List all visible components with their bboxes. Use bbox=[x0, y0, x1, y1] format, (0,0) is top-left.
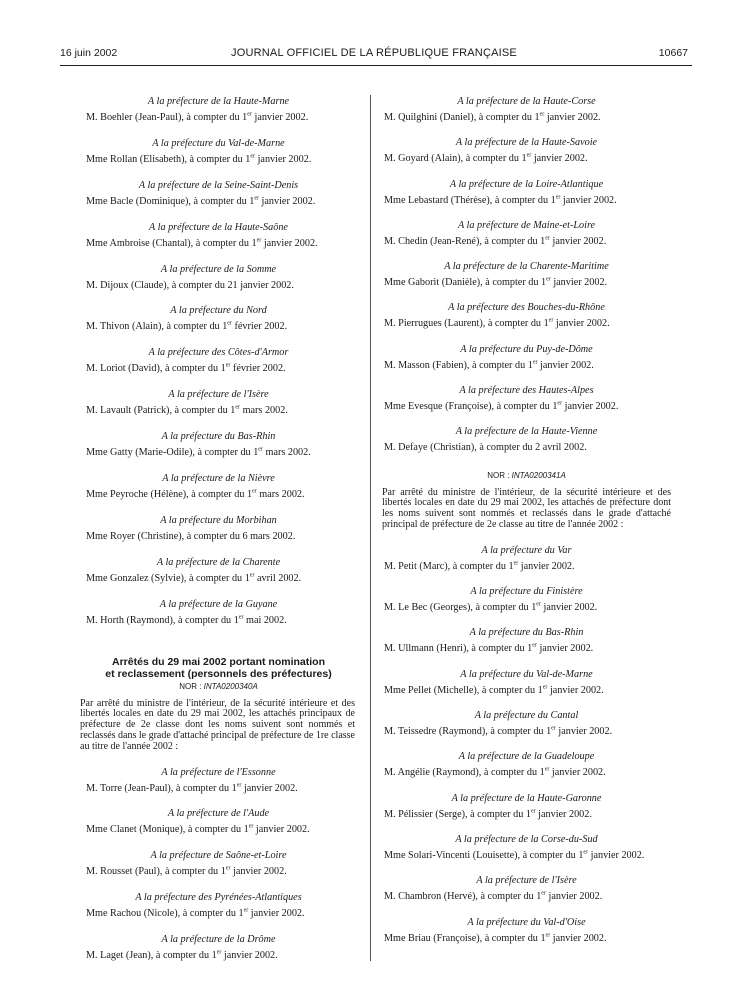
effective-date: janvier 2002. bbox=[251, 112, 309, 123]
appointment-entry bbox=[384, 136, 669, 177]
prefecture-heading: A la préfecture de Maine-et-Loire bbox=[457, 219, 596, 231]
decree-paragraph-2: Par arrêté du ministre de l'intérieur, de la sécurité intérieure et des libertés locales en date du 29 mai 2002, les attachés de préfecture dont les noms suivent sont nommés et reclassés dans le grade d'attaché principal de préfecture de 2e classe au titre de l'année 2002 : bbox=[382, 486, 671, 531]
ordinal-suffix: er bbox=[532, 359, 538, 366]
appointment-entry bbox=[86, 263, 351, 305]
day-number: 1 bbox=[251, 237, 257, 249]
day-number: 1 bbox=[537, 684, 543, 696]
left-entries-2 bbox=[86, 766, 351, 975]
appointee-line bbox=[86, 614, 351, 627]
appointee-name: Mme Ambroise (Chantal), à compter du bbox=[86, 237, 249, 249]
prefecture-heading: A la préfecture de la Charente-Maritime bbox=[444, 261, 609, 273]
appointment-entry bbox=[384, 260, 669, 301]
effective-date: mars 2002. bbox=[256, 489, 305, 501]
appointee-line bbox=[384, 400, 669, 413]
day-number: 1 bbox=[220, 866, 226, 878]
ordinal-suffix: er bbox=[247, 111, 252, 118]
effective-date: janvier 2002. bbox=[549, 767, 606, 779]
appointment-entry bbox=[384, 626, 669, 667]
appointee-line bbox=[384, 359, 669, 372]
appointee-name: M. Defaye (Christian), à compter du 2 avril 2002. bbox=[384, 442, 587, 454]
day-number: 1 bbox=[552, 401, 558, 413]
effective-date: janvier 2002. bbox=[545, 891, 603, 903]
appointee-name: M. Loriot (David), à compter du bbox=[86, 363, 219, 375]
appointment-entry bbox=[86, 933, 351, 975]
appointee-line bbox=[86, 949, 351, 962]
day-number: 1 bbox=[546, 726, 552, 738]
appointment-entry bbox=[86, 304, 351, 346]
ordinal-suffix: er bbox=[545, 932, 551, 939]
prefecture-heading: A la préfecture de l'Isère bbox=[476, 875, 577, 887]
appointee-name: M. Teissedre (Raymond), à compter du bbox=[384, 726, 544, 738]
appointee-line bbox=[86, 153, 351, 166]
section-heading-line-1: Arrêtés du 29 mai 2002 portant nomination bbox=[112, 655, 325, 668]
appointee-name: Mme Clanet (Monique), à compter du bbox=[86, 824, 242, 836]
page-header bbox=[60, 47, 688, 63]
ordinal-suffix: er bbox=[536, 601, 541, 608]
appointment-entry bbox=[384, 384, 669, 425]
appointee-name: M. Chambron (Hervé), à compter du bbox=[384, 891, 534, 903]
prefecture-heading: A la préfecture de la Guadeloupe bbox=[458, 751, 595, 763]
appointee-name: M. Le Bec (Georges), à compter du bbox=[384, 602, 529, 614]
day-number: 1 bbox=[243, 824, 249, 836]
ordinal-suffix: er bbox=[250, 153, 256, 160]
nor-reference-1 bbox=[86, 682, 351, 691]
appointee-name: M. Petit (Marc), à compter du bbox=[384, 560, 506, 572]
appointee-line bbox=[86, 907, 351, 920]
ordinal-suffix: er bbox=[252, 488, 257, 495]
appointment-entry bbox=[86, 95, 351, 137]
prefecture-heading: A la préfecture des Côtes-d'Armor bbox=[148, 347, 289, 359]
appointee-line bbox=[384, 684, 669, 697]
prefecture-heading: A la préfecture de la Haute-Saône bbox=[149, 221, 288, 233]
right-entries-2 bbox=[384, 544, 669, 957]
day-number: 1 bbox=[238, 908, 244, 920]
appointee-name: Mme Rollan (Elisabeth), à compter du bbox=[86, 153, 243, 165]
day-number: 1 bbox=[233, 614, 239, 626]
appointee-line bbox=[384, 766, 669, 779]
prefecture-heading: A la préfecture de la Haute-Corse bbox=[457, 96, 596, 107]
effective-date: janvier 2002. bbox=[253, 824, 310, 836]
effective-date: janvier 2002. bbox=[535, 808, 592, 820]
appointee-name: M. Dijoux (Claude), à compter du 21 janvier 2002. bbox=[86, 279, 294, 291]
day-number: 1 bbox=[245, 153, 251, 165]
prefecture-heading: A la préfecture de la Haute-Garonne bbox=[451, 792, 602, 804]
appointment-entry bbox=[384, 709, 669, 750]
day-number: 1 bbox=[521, 153, 527, 165]
appointee-line bbox=[384, 441, 669, 454]
ordinal-suffix: er bbox=[256, 237, 262, 244]
appointment-entry bbox=[384, 219, 669, 260]
ordinal-suffix: er bbox=[225, 362, 231, 369]
prefecture-heading: A la préfecture de la Haute-Vienne bbox=[455, 426, 598, 438]
effective-date: janvier 2002. bbox=[560, 194, 617, 206]
appointment-entry bbox=[86, 598, 351, 640]
appointment-entry bbox=[86, 388, 351, 430]
appointee-name: M. Ullmann (Henri), à compter du bbox=[384, 643, 525, 655]
ordinal-suffix: er bbox=[526, 152, 532, 159]
ordinal-suffix: er bbox=[542, 684, 548, 691]
day-number: 1 bbox=[540, 235, 546, 247]
effective-date: mars 2002. bbox=[262, 447, 311, 459]
appointee-line bbox=[384, 560, 669, 573]
appointee-name: M. Angélie (Raymond), à compter du bbox=[384, 767, 538, 779]
right-entries-1 bbox=[384, 95, 669, 467]
effective-date: janvier 2002. bbox=[540, 602, 598, 614]
day-number: 1 bbox=[541, 277, 547, 289]
prefecture-heading: A la préfecture du Puy-de-Dôme bbox=[460, 343, 593, 355]
effective-date: janvier 2002. bbox=[248, 908, 305, 920]
appointment-entry bbox=[384, 544, 669, 585]
appointee-line bbox=[86, 279, 351, 292]
appointee-line bbox=[384, 111, 669, 124]
appointee-name: M. Boehler (Jean-Paul), à compter du bbox=[86, 112, 240, 123]
appointment-entry bbox=[384, 425, 669, 466]
prefecture-heading: A la préfecture du Val-de-Marne bbox=[152, 137, 285, 149]
effective-date: avril 2002. bbox=[254, 572, 302, 584]
appointee-line bbox=[86, 237, 351, 250]
appointee-line bbox=[384, 932, 669, 945]
day-number: 1 bbox=[508, 560, 514, 572]
appointee-name: Mme Gatty (Marie-Odile), à compter du bbox=[86, 447, 251, 459]
effective-date: janvier 2002. bbox=[241, 782, 298, 794]
ordinal-suffix: er bbox=[235, 404, 241, 411]
ordinal-suffix: er bbox=[539, 111, 545, 118]
section-heading-line-2: et reclassement (personnels des préfectures) bbox=[105, 667, 332, 680]
appointment-entry bbox=[384, 833, 669, 874]
ordinal-suffix: er bbox=[541, 890, 546, 897]
effective-date: mai 2002. bbox=[243, 614, 287, 626]
appointee-line bbox=[86, 530, 351, 543]
appointment-entry bbox=[86, 472, 351, 514]
effective-date: mars 2002. bbox=[240, 405, 288, 417]
header-date: 16 juin 2002 bbox=[60, 47, 118, 59]
day-number: 1 bbox=[531, 602, 537, 614]
effective-date: janvier 2002. bbox=[555, 726, 613, 738]
appointment-entry bbox=[384, 792, 669, 833]
effective-date: janvier 2002. bbox=[230, 866, 287, 878]
ordinal-suffix: er bbox=[249, 572, 255, 579]
ordinal-suffix: er bbox=[248, 824, 254, 831]
day-number: 1 bbox=[246, 489, 253, 501]
prefecture-heading: A la préfecture du Val-d'Oise bbox=[467, 916, 586, 928]
ordinal-suffix: er bbox=[548, 318, 554, 325]
day-number: 1 bbox=[244, 572, 250, 584]
appointee-line bbox=[384, 849, 669, 862]
prefecture-heading: A la préfecture des Bouches-du-Rhône bbox=[448, 302, 605, 314]
appointment-entry bbox=[384, 750, 669, 791]
prefecture-heading: A la préfecture du Finistère bbox=[470, 586, 583, 598]
ordinal-suffix: er bbox=[236, 782, 242, 789]
appointee-name: Mme Briau (Françoise), à compter du bbox=[384, 932, 538, 944]
appointee-line bbox=[86, 362, 351, 375]
day-number: 1 bbox=[527, 359, 533, 371]
day-number: 1 bbox=[527, 643, 533, 655]
ordinal-suffix: er bbox=[243, 907, 249, 914]
appointment-entry bbox=[86, 221, 351, 263]
effective-date: janvier 2002. bbox=[550, 277, 608, 289]
prefecture-heading: A la préfecture du Bas-Rhin bbox=[161, 431, 276, 443]
appointee-line bbox=[86, 195, 351, 208]
appointee-name: Mme Royer (Christine), à compter du 6 mars 2002. bbox=[86, 530, 296, 542]
appointee-name: M. Pierrugues (Laurent), à compter du bbox=[384, 318, 542, 330]
appointee-line bbox=[384, 194, 669, 207]
journal-title: JOURNAL OFFICIEL DE LA RÉPUBLIQUE FRANÇAISE bbox=[231, 47, 517, 59]
appointment-entry bbox=[384, 343, 669, 384]
prefecture-heading: A la préfecture de la Charente bbox=[156, 556, 281, 568]
appointee-name: M. Thivon (Alain), à compter du bbox=[86, 321, 220, 333]
day-number: 1 bbox=[220, 363, 226, 375]
appointee-name: M. Horth (Raymond), à compter du bbox=[86, 614, 232, 626]
effective-date: janvier 2002. bbox=[562, 401, 619, 413]
appointee-line bbox=[86, 823, 351, 836]
appointee-name: Mme Rachou (Nicole), à compter du bbox=[86, 908, 236, 920]
appointee-name: Mme Pellet (Michelle), à compter du bbox=[384, 684, 536, 696]
day-number: 1 bbox=[534, 112, 540, 123]
prefecture-heading: A la préfecture de la Haute-Marne bbox=[147, 96, 290, 107]
ordinal-suffix: er bbox=[227, 321, 232, 328]
appointee-line bbox=[86, 111, 351, 124]
effective-date: février 2002. bbox=[230, 363, 286, 375]
prefecture-heading: A la préfecture de la Drôme bbox=[161, 934, 276, 946]
day-number: 1 bbox=[536, 891, 542, 903]
appointment-entry bbox=[384, 178, 669, 219]
prefecture-heading: A la préfecture de la Seine-Saint-Denis bbox=[138, 179, 299, 191]
effective-date: janvier 2002. bbox=[588, 849, 645, 861]
appointee-line bbox=[86, 404, 351, 417]
appointee-name: Mme Gonzalez (Sylvie), à compter du bbox=[86, 572, 243, 584]
day-number: 1 bbox=[231, 782, 237, 794]
ordinal-suffix: er bbox=[532, 643, 537, 650]
appointee-name: Mme Bacle (Dominique), à compter du bbox=[86, 195, 247, 207]
effective-date: janvier 2002. bbox=[550, 932, 607, 944]
appointee-name: Mme Lebastard (Thérèse), à compter du bbox=[384, 194, 549, 206]
effective-date: janvier 2002. bbox=[518, 560, 575, 572]
appointee-name: Mme Gaborit (Danièle), à compter du bbox=[384, 277, 539, 289]
appointee-line bbox=[86, 572, 351, 585]
appointment-entry bbox=[384, 301, 669, 342]
prefecture-heading: A la préfecture des Hautes-Alpes bbox=[459, 385, 594, 397]
effective-date: janvier 2002. bbox=[544, 112, 601, 123]
day-number: 1 bbox=[253, 447, 259, 459]
effective-date: janvier 2002. bbox=[549, 235, 607, 247]
ordinal-suffix: er bbox=[555, 194, 561, 201]
ordinal-suffix: er bbox=[545, 235, 550, 242]
day-number: 1 bbox=[543, 318, 549, 330]
appointee-line bbox=[384, 642, 669, 655]
appointee-line bbox=[86, 865, 351, 878]
nor-code: INTA0200341A bbox=[511, 470, 566, 480]
prefecture-heading: A la préfecture de la Corse-du-Sud bbox=[455, 833, 598, 845]
prefecture-heading: A la préfecture de la Haute-Savoie bbox=[455, 137, 598, 149]
left-entries-1 bbox=[86, 95, 351, 640]
ordinal-suffix: er bbox=[258, 446, 263, 453]
day-number: 1 bbox=[550, 194, 556, 206]
day-number: 1 bbox=[540, 932, 546, 944]
appointment-entry bbox=[384, 916, 669, 957]
decree-paragraph-1: Par arrêté du ministre de l'intérieur, de la sécurité intérieure et des libertés locales en date du 29 mai 2002, les attachés principaux de préfecture de 2e classe dont les noms suivent sont nommés et reclassés dans le grade d'attaché principal de préfecture de 1re classe au titre de l'année 2002 : bbox=[80, 697, 355, 752]
appointee-line bbox=[384, 601, 669, 614]
ordinal-suffix: er bbox=[583, 849, 589, 856]
prefecture-heading: A la préfecture du Cantal bbox=[474, 710, 579, 722]
effective-date: janvier 2002. bbox=[261, 237, 318, 249]
appointment-entry bbox=[86, 807, 351, 849]
day-number: 1 bbox=[211, 950, 217, 962]
appointment-entry bbox=[86, 766, 351, 808]
prefecture-heading: A la préfecture du Morbihan bbox=[160, 514, 277, 526]
appointee-name: M. Masson (Fabien), à compter du bbox=[384, 359, 526, 371]
ordinal-suffix: er bbox=[238, 614, 244, 621]
appointee-name: M. Lavault (Patrick), à compter du bbox=[86, 405, 228, 417]
effective-date: février 2002. bbox=[231, 321, 288, 333]
day-number: 1 bbox=[578, 849, 584, 861]
nor-label: NOR : bbox=[487, 470, 512, 480]
appointment-entry bbox=[384, 874, 669, 915]
appointment-entry bbox=[86, 430, 351, 472]
effective-date: janvier 2002. bbox=[536, 643, 594, 655]
appointee-line bbox=[384, 235, 669, 248]
day-number: 1 bbox=[230, 405, 236, 417]
effective-date: janvier 2002. bbox=[537, 359, 594, 371]
appointment-entry bbox=[86, 891, 351, 933]
appointee-name: M. Goyard (Alain), à compter du bbox=[384, 153, 519, 165]
appointee-name: M. Quilghini (Daniel), à compter du bbox=[384, 112, 532, 123]
appointment-entry bbox=[86, 556, 351, 598]
ordinal-suffix: er bbox=[544, 766, 550, 773]
section-heading bbox=[86, 656, 351, 680]
appointee-line bbox=[86, 320, 351, 333]
appointee-name: M. Pélissier (Serge), à compter du bbox=[384, 808, 524, 820]
appointment-entry bbox=[86, 346, 351, 388]
appointment-entry bbox=[384, 95, 669, 136]
prefecture-heading: A la préfecture de la Nièvre bbox=[162, 473, 275, 485]
appointment-entry bbox=[86, 849, 351, 891]
appointee-name: Mme Solari-Vincenti (Louisette), à compter du bbox=[384, 849, 576, 861]
ordinal-suffix: er bbox=[225, 865, 231, 872]
appointee-name: M. Chedin (Jean-René), à compter du bbox=[384, 235, 538, 247]
appointment-entry bbox=[384, 585, 669, 626]
day-number: 1 bbox=[539, 767, 545, 779]
page-number: 10667 bbox=[658, 47, 688, 59]
ordinal-suffix: er bbox=[557, 400, 563, 407]
effective-date: janvier 2002. bbox=[259, 195, 316, 207]
appointee-line bbox=[384, 725, 669, 738]
prefecture-heading: A la préfecture de la Somme bbox=[160, 263, 277, 275]
appointee-name: Mme Evesque (Françoise), à compter du bbox=[384, 401, 550, 413]
appointee-name: Mme Peyroche (Hélène), à compter du bbox=[86, 489, 245, 501]
prefecture-heading: A la préfecture de Saône-et-Loire bbox=[150, 850, 287, 862]
appointee-line bbox=[384, 890, 669, 903]
prefecture-heading: A la préfecture de l'Essonne bbox=[161, 766, 276, 778]
appointee-line bbox=[384, 808, 669, 821]
appointment-entry bbox=[86, 137, 351, 179]
appointee-line bbox=[384, 317, 669, 330]
header-rule bbox=[60, 65, 692, 66]
ordinal-suffix: er bbox=[551, 725, 556, 732]
prefecture-heading: A la préfecture du Val-de-Marne bbox=[460, 668, 593, 680]
nor-code: INTA0200340A bbox=[203, 681, 258, 691]
nor-label: NOR : bbox=[179, 681, 204, 691]
appointee-name: M. Torre (Jean-Paul), à compter du bbox=[86, 782, 230, 794]
effective-date: janvier 2002. bbox=[221, 950, 278, 962]
ordinal-suffix: er bbox=[216, 949, 222, 956]
appointee-name: M. Laget (Jean), à compter du bbox=[86, 950, 210, 962]
ordinal-suffix: er bbox=[546, 276, 551, 283]
prefecture-heading: A la préfecture du Var bbox=[481, 544, 572, 556]
column-divider bbox=[370, 95, 371, 961]
day-number: 1 bbox=[242, 112, 248, 123]
appointee-line bbox=[384, 152, 669, 165]
day-number: 1 bbox=[222, 321, 228, 333]
appointment-entry bbox=[384, 668, 669, 709]
appointee-name: M. Rousset (Paul), à compter du bbox=[86, 866, 219, 878]
prefecture-heading: A la préfecture de la Loire-Atlantique bbox=[449, 178, 604, 190]
right-column bbox=[384, 95, 669, 957]
effective-date: janvier 2002. bbox=[255, 153, 312, 165]
ordinal-suffix: er bbox=[254, 195, 259, 202]
effective-date: janvier 2002. bbox=[531, 153, 588, 165]
prefecture-heading: A la préfecture de la Guyane bbox=[159, 598, 278, 610]
prefecture-heading: A la préfecture de l'Isère bbox=[168, 389, 269, 401]
left-column bbox=[80, 95, 355, 975]
prefecture-heading: A la préfecture du Nord bbox=[170, 305, 267, 317]
day-number: 1 bbox=[249, 195, 255, 207]
effective-date: janvier 2002. bbox=[553, 318, 610, 330]
day-number: 1 bbox=[525, 808, 531, 820]
appointee-line bbox=[384, 276, 669, 289]
nor-reference-2 bbox=[384, 471, 669, 480]
appointee-line bbox=[86, 446, 351, 459]
prefecture-heading: A la préfecture des Pyrénées-Atlantiques bbox=[135, 892, 302, 904]
appointee-line bbox=[86, 782, 351, 795]
appointment-entry bbox=[86, 179, 351, 221]
appointment-entry bbox=[86, 514, 351, 556]
prefecture-heading: A la préfecture de l'Aude bbox=[167, 808, 270, 820]
prefecture-heading: A la préfecture du Bas-Rhin bbox=[469, 627, 584, 639]
ordinal-suffix: er bbox=[530, 808, 536, 815]
ordinal-suffix: er bbox=[513, 560, 519, 567]
effective-date: janvier 2002. bbox=[547, 684, 604, 696]
appointee-line bbox=[86, 488, 351, 501]
